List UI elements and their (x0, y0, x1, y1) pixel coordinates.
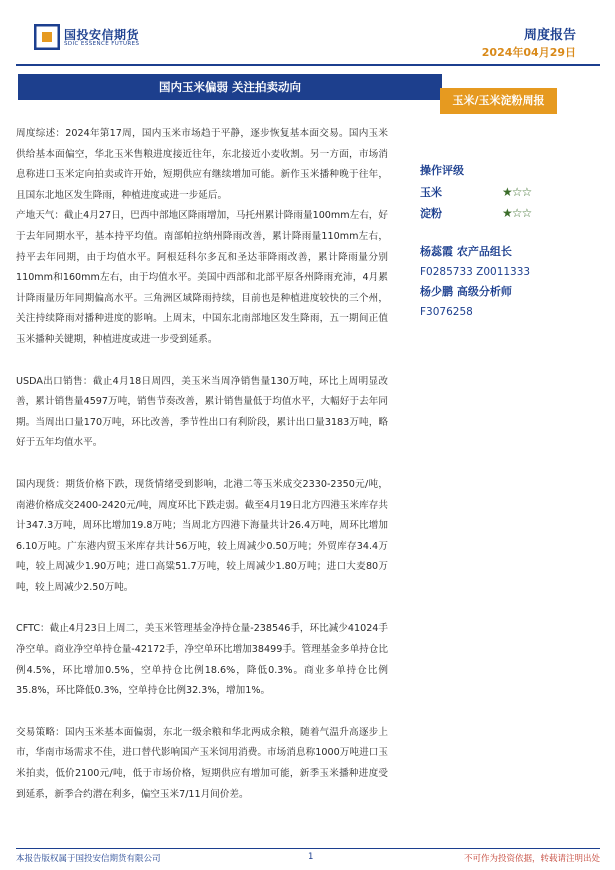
company-name: 国投安信期货 (64, 28, 140, 42)
rating-row-corn (420, 182, 600, 203)
report-title: 国内玉米偏弱 关注拍卖动向 (18, 74, 442, 100)
paragraph-spot: 国内现货：期货价格下跌，现货情绪受到影响，北港二等玉米成交2330-2350元/吨，南港价格成交2400-2420元/吨，周度环比下跌走弱。截至4月19日北方四港玉米库存共计347.3万吨，周环比增加19.8万吨；当周北方四港下海量共计26.4万吨，周环比增加6.10万吨。广东港内贸玉米库存共计56万吨，较上周减少0.50万吨；外贸库存34.4万吨，较上周减少1.90万吨；进口高粱51.7万吨，较上周减少1.80万吨；进口大麦80万吨，较上周减少2.50万吨。 (16, 478, 388, 593)
report-body (16, 124, 388, 805)
company-logo-icon (34, 24, 60, 50)
rating-title: 操作评级 (420, 164, 464, 177)
paragraph-weather: 产地天气：截止4月27日，巴西中部地区降雨增加，马托州累计降雨量100mm左右，好于去年同期水平，基本持平均值。南部帕拉纳州降雨改善，累计降雨量110mm左右，持平去年同期，由于均值水平。阿根廷科尔多瓦和圣达菲降雨改善，累计降雨量分别110mm和160mm左右，由于均值水平。美国中西部和北部平原各州降雨充沛，4月累计降雨量历年同期偏高水平。三角洲区域降雨持续，目前也是种植进度较快的三个州，关注持续降雨对播种进度的影响。上周末，中国东北南部地区发生降雨，五一期间正值玉米播种关键期，种植进度或进一步受到延系。 (16, 210, 388, 345)
header-divider (16, 64, 600, 66)
analyst-cert: F3076258 (420, 306, 473, 318)
paragraph-strategy: 交易策略：国内玉米基本面偏弱，东北一级余粮和华北两成余粮，随着气温升高逐步上市，华南市场需求不佳，进口替代影响国产玉米饲用消费。市场消息称1000万吨进口玉米拍卖，低价2100元/吨，低于市场价格，短期供应有增加可能，新季玉米播种进度受到延系，新季合约潜在利多，偏空玉米7/11月间价差。 (16, 726, 388, 800)
analyst-name: 杨少鹏 高级分析师 (420, 285, 512, 298)
footer-copyright: 本报告版权属于国投安信期货有限公司 (16, 854, 161, 864)
footer-disclaimer: 不可作为投资依据，转载请注明出处 (463, 854, 600, 864)
sidebar (420, 160, 600, 322)
rating-name: 淀粉 (420, 207, 442, 220)
paragraph-cftc: CFTC：截止4月23日上周二，美玉米管理基金净持仓量-238546手，环比减少41024手净空单。商业净空单持仓量-42172手，净空单环比增加38499手。管理基金多单持仓比例4.5%，环比增加0.5%，空单持仓比例18.6%，降低0.3%。商业多单持仓比例35.8%，环比降低0.3%，空单持仓比例32.3%，增加1%。 (16, 623, 388, 697)
page-number: 1 (308, 852, 314, 862)
rating-row-starch (420, 203, 600, 224)
rating-stars-icon: ★☆☆ (502, 206, 532, 220)
analyst-cert: F0285733 Z0011333 (420, 266, 531, 278)
report-type: 周度报告 (523, 28, 576, 43)
rating-stars-icon: ★☆☆ (502, 185, 532, 199)
rating-name: 玉米 (420, 186, 442, 199)
paragraph-usda: USDA出口销售：截止4月18日周四，美玉米当周净销售量130万吨，环比上周明显改善，累计销售量4597万吨，销售节奏改善，累计销售量低于均值水平，大幅好于去年同期。当周出口量170万吨，环比改善，季节性出口有利阶段，累计出口量3183万吨，略好于五年均值水平。 (16, 375, 388, 449)
footer-divider (16, 848, 600, 849)
company-name-en: SDIC ESSENCE FUTURES (64, 41, 140, 47)
paragraph-summary: 周度综述：2024年第17周，国内玉米市场趋于平静，逐步恢复基本面交易。国内玉米供给基本面偏空，华北玉米售粮进度接近往年，东北接近小麦收割。另一方面，市场消息称进口玉米定向拍卖或许开始，短期供应有继续增加可能。新作玉米播种晚于往年，且国东北地区发生降雨，种植进度或进一步延后。 (16, 128, 388, 201)
report-date: 2024年04月29日 (481, 46, 576, 59)
analyst-name: 杨蕊霞 农产品组长 (420, 245, 512, 258)
category-banner: 玉米/玉米淀粉周报 (440, 88, 557, 114)
